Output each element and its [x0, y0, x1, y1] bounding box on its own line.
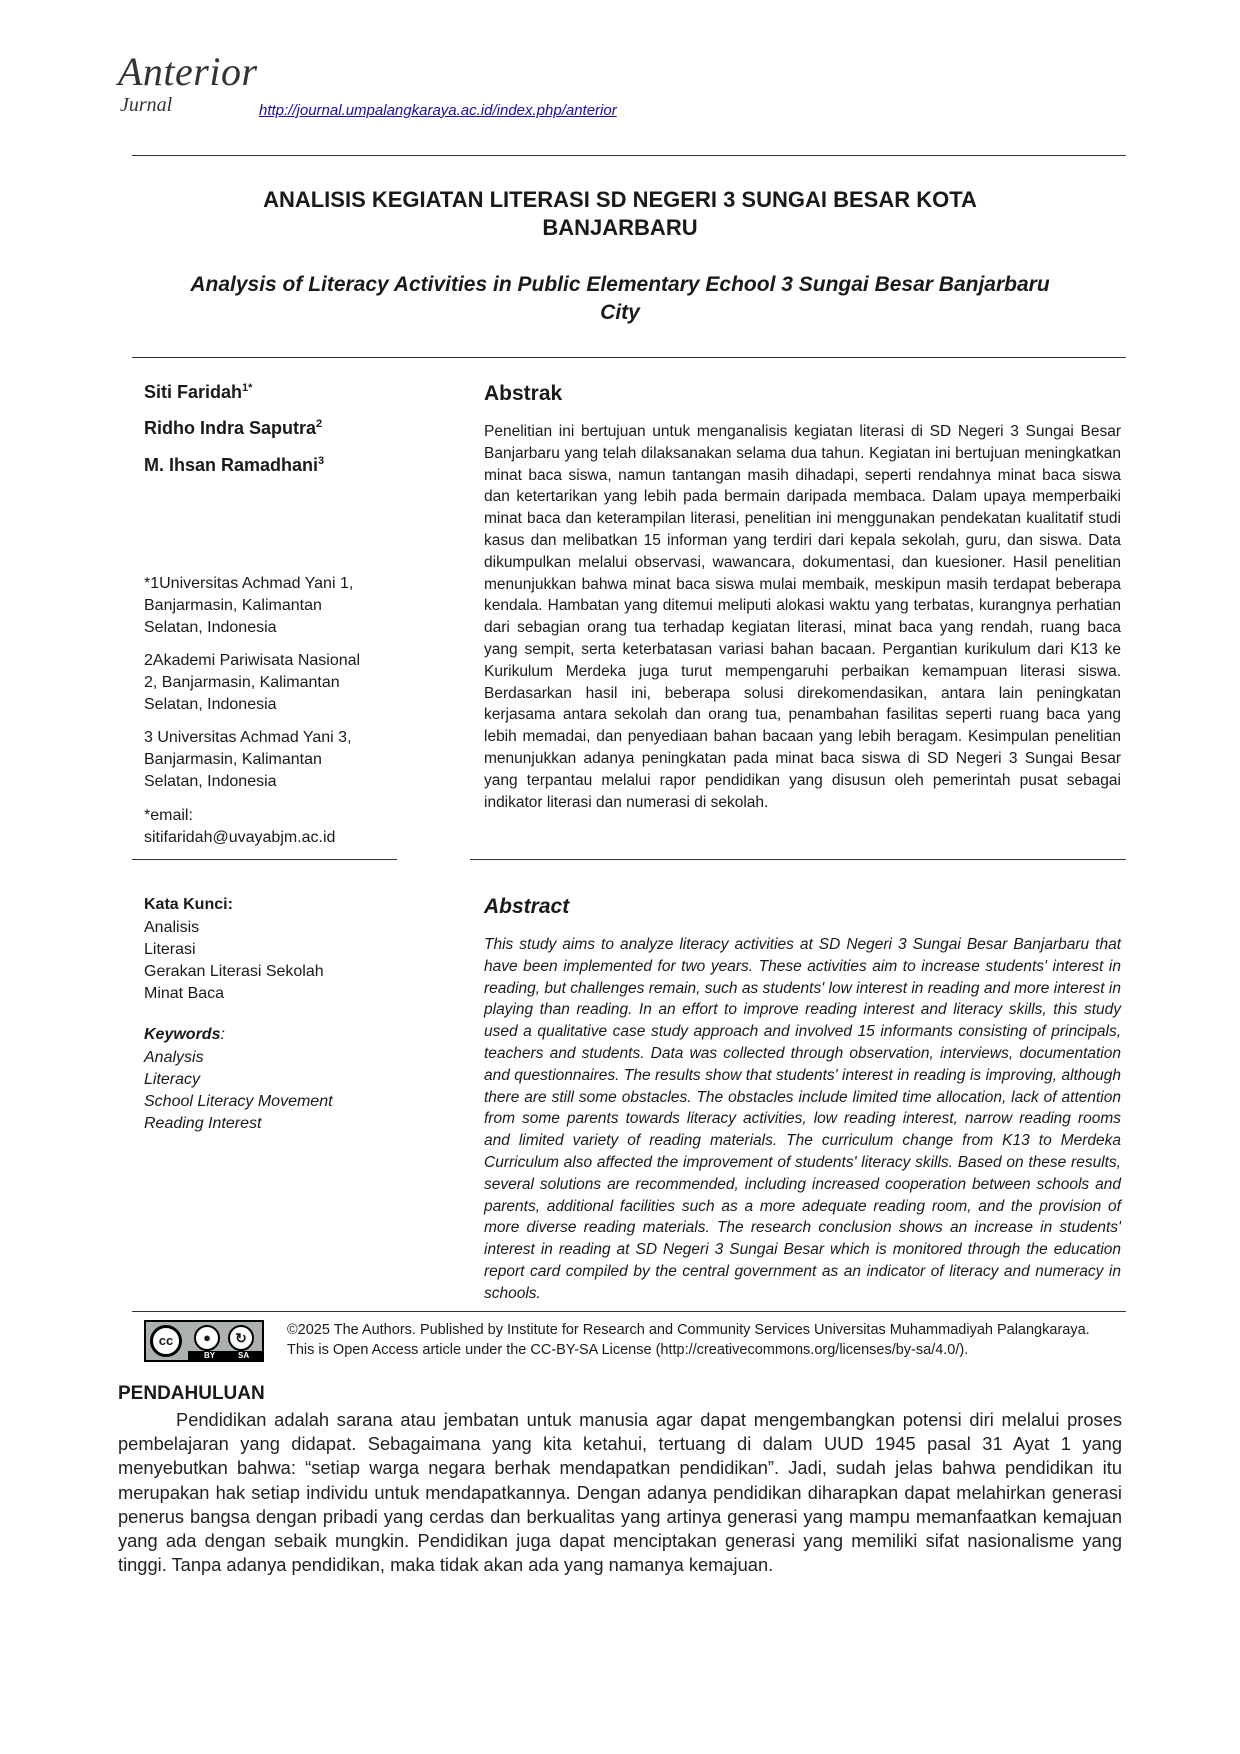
attribution-icon: ●: [194, 1325, 220, 1351]
keyword-item: School Literacy Movement: [144, 1093, 333, 1110]
author-name: M. Ihsan Ramadhani$^3$: [144, 455, 325, 475]
keywords-list: [144, 1047, 333, 1135]
journal-logo: Anterior: [118, 49, 258, 94]
license-text: ©2025 The Authors. Published by Institute for Research and Community Services Universitas Muhammadiyah Palangkaraya. This is Open Access article under the CC-BY-SA License (http://creativecommons.org/licenses/by-sa/4.0/).: [287, 1322, 1090, 1358]
keyword-item: Gerakan Literasi Sekolah: [144, 963, 324, 980]
journal-logo-subtitle: Jurnal: [120, 94, 173, 116]
affiliation: 3 Universitas Achmad Yani 3, Banjarmasin, Kalimantan Selatan, Indonesia: [144, 729, 352, 790]
keyword-item: Literacy: [144, 1071, 201, 1088]
kata-kunci-list: [144, 917, 324, 1005]
cc-by-sa-badge: cc ● ↻ BY SA: [144, 1320, 264, 1362]
keyword-item: Literasi: [144, 941, 196, 958]
abstract-text: This study aims to analyze literacy activities at SD Negeri 3 Sungai Besar Banjarbaru that have been implemented for two years. These activities aim to increase students' interest in reading, but challenges remain, such as students' low interest in reading and more interest in playing than reading. In an effort to improve reading interest and literacy skills, this study used a qualitative case study approach and involved 15 informants consisting of principals, teachers and students. Data was collected through observation, interviews, documentation and questionnaires. The results show that students' interest in reading is improving, although there are still some obstacles. The obstacles include limited time allocation, lack of attention from some parents towards literacy activities, low reading interest, narrow reading rooms and limited variety of reading materials. The curriculum change from K13 to Merdeka Curriculum also affected the improvement of students' literacy skills. Based on these results, several solutions are recommended, including increased cooperation between schools and parents, additional facilities such as a more adequate reading room, and the provision of more diverse reading materials. The research conclusion shows an increase in students' interest in reading at SD Negeri 3 Sungai Besar which is monitored through the education report card compiled by the central government as an indicator of literacy and numeracy in schools.: [484, 936, 1121, 1302]
keyword-item: Minat Baca: [144, 985, 225, 1002]
abstrak-text: Penelitian ini bertujuan untuk menganalisis kegiatan literasi di SD Negeri 3 Sungai Besar Banjarbaru yang telah dilaksanakan selama dua tahun. Kegiatan ini bertujuan meningkatkan minat baca siswa, namun tantangan masih dihadapi, seperti rendahnya minat baca siswa dan ketertarikan yang lebih pada bermain daripada membaca. Dalam upaya memperbaiki minat baca dan keterampilan literasi, penelitian ini menggunakan pendekatan kualitatif studi kasus dan melibatkan 15 informan yang terdiri dari kepala sekolah, guru, dan siswa. Data dikumpulkan melalui observasi, wawancara, dokumentasi, dan kuesioner. Hasil penelitian menunjukkan bahwa minat baca siswa mulai membaik, meskipun masih terdapat beberapa kendala. Hambatan yang ditemui meliputi alokasi waktu yang terbatas, kurangnya perhatian dari sebagian orang tua terhadap kegiatan literasi, minat baca yang rendah, ruang baca yang sempit, serta keterbatasan variasi bahan bacaan. Pergantian kurikulum dari K13 ke Kurikulum Merdeka juga turut mempengaruhi perbaikan kemampuan literasi siswa. Berdasarkan hasil ini, beberapa solusi direkomendasikan, antara lain peningkatan kerjasama antara sekolah dan orang tua, penambahan fasilitas seperti ruang baca yang lebih memadai, dan penyediaan bahan bacaan yang lebih beragam. Kesimpulan penelitian menunjukkan adanya peningkatan pada minat baca siswa di SD Negeri 3 Sungai Besar yang terpantau melalui rapor pendidikan yang disusun oleh pemerintah pusat sebagai indikator literasi dan numerasi di sekolah.: [484, 423, 1121, 811]
author-name: Ridho Indra Saputra$^2$: [144, 418, 323, 438]
keyword-item: Analysis: [144, 1049, 204, 1066]
section-heading: PENDAHULUAN: [118, 1383, 265, 1404]
author-name: Siti Faridah$^{1*}$: [144, 382, 253, 402]
title-divider: [132, 357, 1126, 358]
keyword-item: Analisis: [144, 919, 200, 936]
paper-title-english: Analysis of Literacy Activities in Public Elementary Echool 3 Sungai Besar Banjarbaru City: [190, 273, 1050, 324]
author-email: *email: sitifaridah@uvayabjm.ac.id: [144, 807, 336, 846]
journal-url-link[interactable]: http://journal.umpalangkaraya.ac.id/index.php/anterior: [259, 102, 617, 119]
keywords-heading: Keywords:: [144, 1026, 225, 1043]
abstrak-heading: Abstrak: [484, 382, 563, 405]
keyword-item: Reading Interest: [144, 1115, 262, 1132]
left-column-divider: [132, 859, 397, 860]
affiliation: *1Universitas Achmad Yani 1, Banjarmasin, Kalimantan Selatan, Indonesia: [144, 575, 354, 636]
header-divider: [132, 155, 1126, 156]
abstrak-divider: [470, 859, 1126, 860]
abstract-heading: Abstract: [484, 895, 570, 918]
intro-paragraph: Pendidikan adalah sarana atau jembatan untuk manusia agar dapat mengembangkan potensi diri melalui proses pembelajaran yang didapat. Sebagaimana yang kita ketahui, tertuang di dalam UUD 1945 pasal 31 Ayat 1 yang menyebutkan bahwa: “setiap warga negara berhak mendapatkan pendidikan”. Jadi, sudah jelas bahwa pendidikan itu merupakan hak setiap individu untuk mendapatkannya. Dengan adanya pendidikan diharapkan dapat melahirkan generasi penerus bangsa dengan pribadi yang cerdas dan berkualitas yang artinya generasi yang mampu memanfaatkan kemajuan yang ada dengan sebaik mungkin. Pendidikan juga dapat menciptakan generasi yang memiliki sifat nasionalisme yang tinggi. Tanpa adanya pendidikan, maka tidak akan ada yang namanya kemajuan.: [118, 1409, 1122, 1576]
paper-title: ANALISIS KEGIATAN LITERASI SD NEGERI 3 SUNGAI BESAR KOTA BANJARBARU: [263, 187, 977, 240]
affiliation: 2Akademi Pariwisata Nasional 2, Banjarmasin, Kalimantan Selatan, Indonesia: [144, 652, 361, 713]
kata-kunci-heading: Kata Kunci:: [144, 896, 233, 913]
share-alike-icon: ↻: [228, 1325, 254, 1351]
license-divider: [132, 1311, 1126, 1312]
cc-icon: cc: [150, 1325, 182, 1357]
